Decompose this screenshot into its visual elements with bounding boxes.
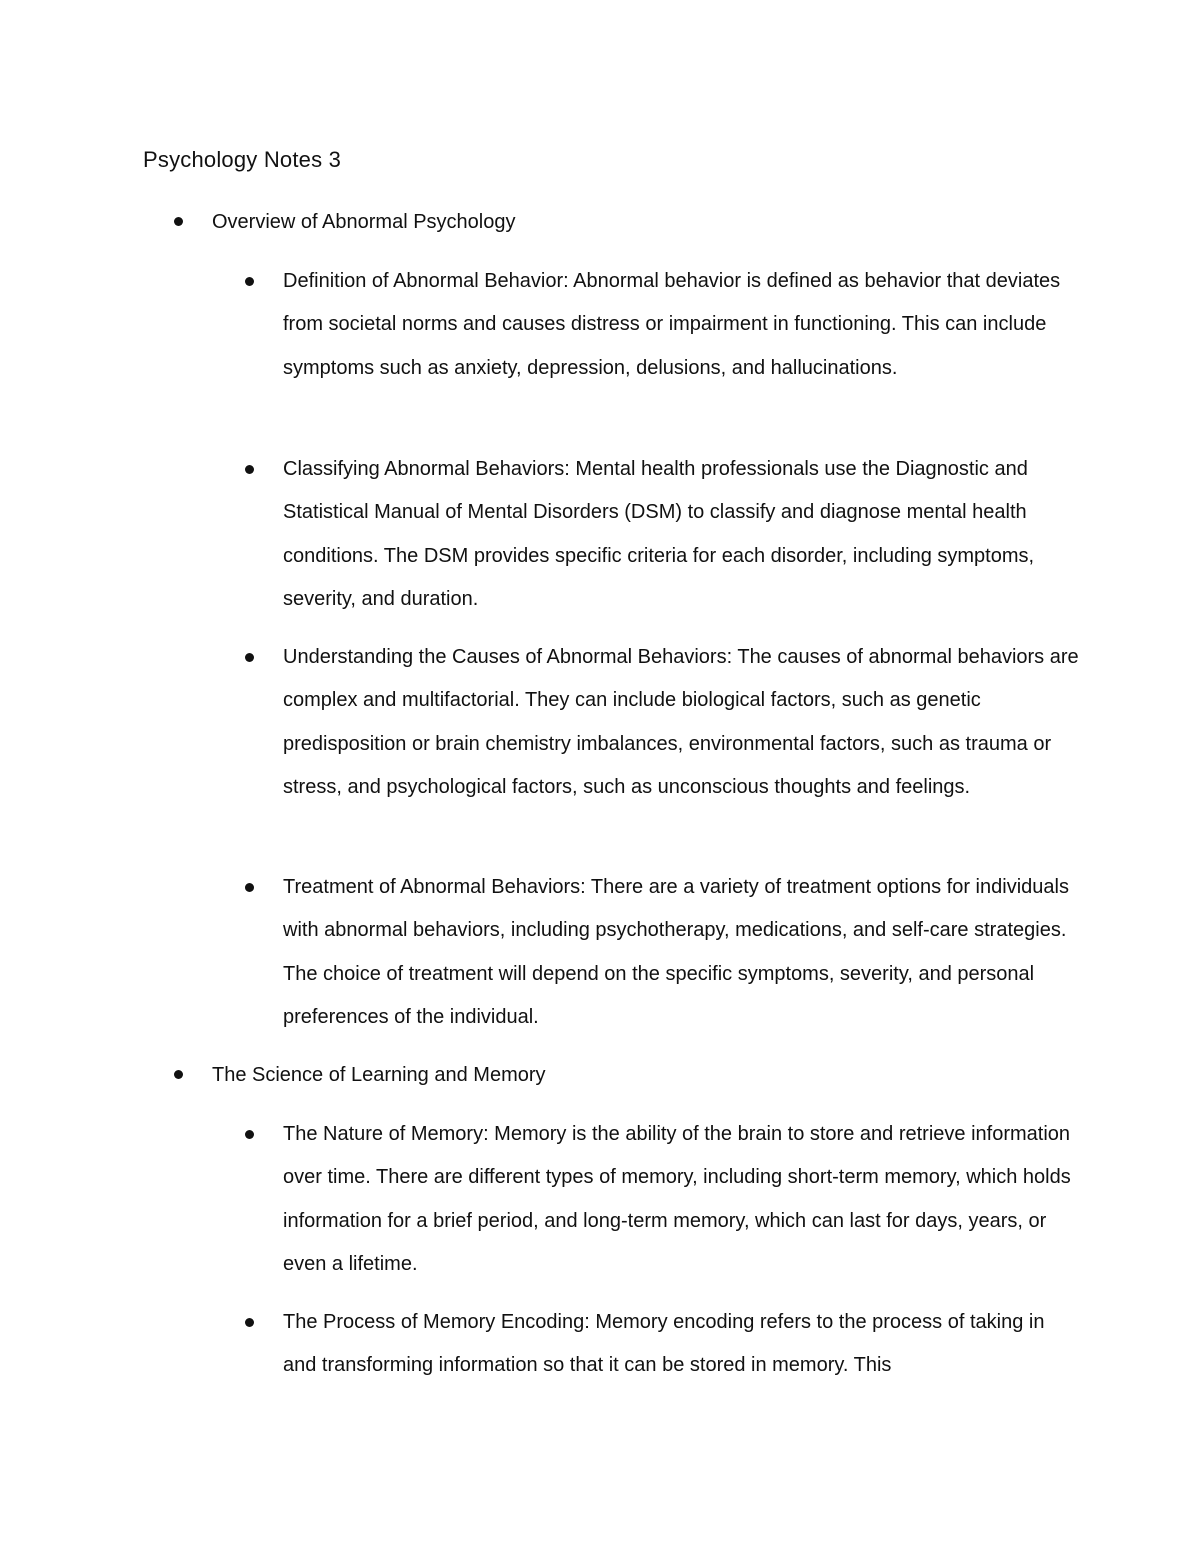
bullet-icon bbox=[245, 277, 254, 286]
list-item bbox=[283, 260, 1083, 390]
bullet-icon bbox=[245, 1318, 254, 1327]
list-item bbox=[283, 866, 1083, 1040]
bullet-icon bbox=[174, 1070, 183, 1079]
list-item-text: Treatment of Abnormal Behaviors: There are a variety of treatment options for individuals with abnormal behaviors, including psychotherapy, medications, and self-care strategies. The choice of treatment will depend on the specific symptoms, severity, and personal preferences of the individual. bbox=[283, 876, 1069, 1029]
bullet-icon bbox=[245, 653, 254, 662]
list-item bbox=[283, 1301, 1083, 1388]
list-item-text: Definition of Abnormal Behavior: Abnormal behavior is defined as behavior that deviates from societal norms and causes distress or impairment in functioning. This can include symptoms such as anxiety, depression, delusions, and hallucinations. bbox=[283, 270, 1061, 379]
list-item bbox=[283, 636, 1083, 810]
section-heading-learning-memory bbox=[212, 1057, 546, 1093]
section-heading-text: Overview of Abnormal Psychology bbox=[212, 211, 516, 233]
section-heading-text: The Science of Learning and Memory bbox=[212, 1064, 546, 1086]
bullet-icon bbox=[245, 465, 254, 474]
page-title: Psychology Notes 3 bbox=[143, 147, 342, 172]
list-item-text: Classifying Abnormal Behaviors: Mental health professionals use the Diagnostic and Statistical Manual of Mental Disorders (DSM) to classify and diagnose mental health conditions. The DSM provides specific criteria for each disorder, including symptoms, severity, and duration. bbox=[283, 458, 1035, 611]
list-item-text: The Process of Memory Encoding: Memory encoding refers to the process of taking in and transforming information so that it can be stored in memory. This bbox=[283, 1311, 1045, 1377]
list-item bbox=[283, 448, 1083, 622]
list-item bbox=[283, 1113, 1083, 1287]
list-item-text: The Nature of Memory: Memory is the ability of the brain to store and retrieve information over time. There are different types of memory, including short-term memory, which holds information for a brief period, and long-term memory, which can last for days, years, or even a lifetime. bbox=[283, 1123, 1071, 1276]
bullet-icon bbox=[174, 217, 183, 226]
bullet-icon bbox=[245, 883, 254, 892]
list-item-text: Understanding the Causes of Abnormal Behaviors: The causes of abnormal behaviors are complex and multifactorial. They can include biological factors, such as genetic predisposition or brain chemistry imbalances, environmental factors, such as trauma or stress, and psychological factors, such as unconscious thoughts and feelings. bbox=[283, 646, 1079, 799]
bullet-icon bbox=[245, 1130, 254, 1139]
section-heading-abnormal-psychology bbox=[212, 204, 515, 240]
